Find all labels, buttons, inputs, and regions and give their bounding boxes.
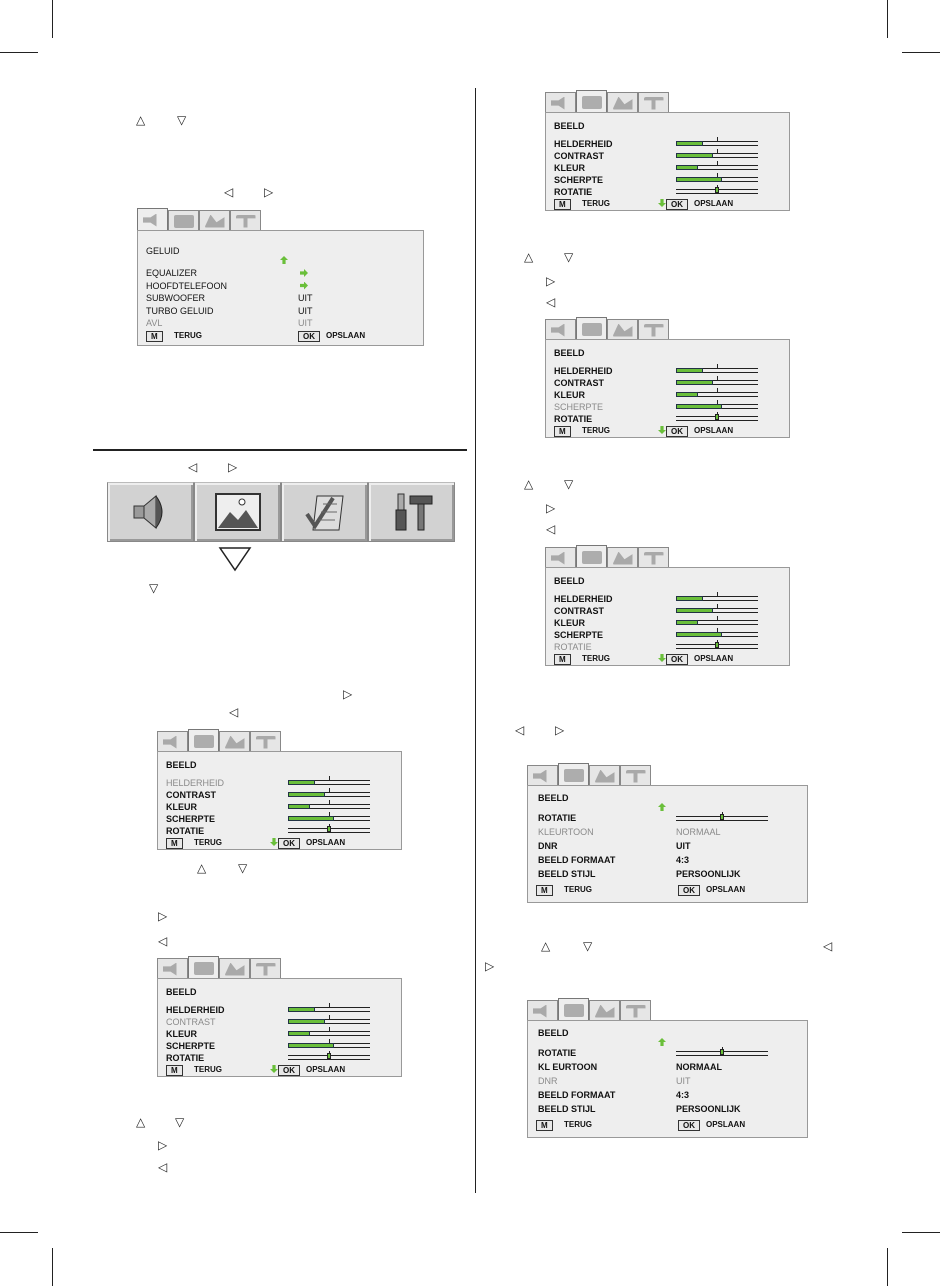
picture-menu-button[interactable]: [194, 482, 281, 542]
ok-key[interactable]: OK: [678, 1120, 700, 1131]
item-beeld_stijl[interactable]: BEELD STIJL: [538, 1104, 596, 1114]
item-rotatie[interactable]: ROTATIE: [554, 187, 593, 197]
ok-key[interactable]: OK: [666, 426, 688, 437]
item-turbo_geluid[interactable]: TURBO GELUID: [146, 305, 214, 316]
scroll-up-icon: [658, 1038, 666, 1046]
value-beeld_formaat[interactable]: 4:3: [676, 855, 690, 865]
down-arrow-icon: ▽: [564, 250, 574, 264]
menu-title: BEELD: [166, 760, 197, 770]
features-menu-button[interactable]: [281, 482, 368, 542]
features-icon: [595, 1005, 615, 1018]
tab-speaker[interactable]: [157, 731, 188, 752]
scroll-up-icon: [658, 803, 666, 811]
beeld-extended-menu: [527, 763, 808, 903]
tools-icon: [386, 490, 438, 534]
scroll-down-icon: [658, 654, 666, 662]
tab-features[interactable]: [589, 1000, 620, 1021]
beeld-menu: [157, 956, 402, 1077]
item-kleurtoon_sp[interactable]: KL EURTOON: [538, 1062, 598, 1072]
speaker-icon: [163, 736, 183, 749]
picture-icon: [582, 96, 602, 109]
tab-features[interactable]: [219, 731, 250, 752]
picture-icon: [174, 215, 194, 228]
tab-tools[interactable]: [620, 765, 651, 786]
tab-picture[interactable]: [558, 998, 589, 1021]
ok-key[interactable]: OK: [278, 838, 300, 849]
level-bar[interactable]: [288, 1043, 370, 1048]
right-arrow-icon: ▷: [264, 185, 274, 199]
down-arrow-icon: ▽: [177, 113, 187, 127]
features-icon: [613, 97, 633, 110]
terug-label: TERUG: [582, 199, 610, 208]
left-arrow-icon: ◁: [229, 705, 239, 719]
item-helderheid[interactable]: HELDERHEID: [554, 366, 613, 376]
tab-tools[interactable]: [638, 547, 669, 568]
level-bar[interactable]: [676, 380, 758, 385]
tools-icon: [644, 97, 664, 110]
item-rotatie[interactable]: ROTATIE: [538, 1048, 577, 1058]
item-scherpte[interactable]: SCHERPTE: [554, 630, 604, 640]
crop-mark: [902, 52, 940, 53]
tools-icon: [626, 1005, 646, 1018]
rotatie-slider-knob[interactable]: [327, 1053, 331, 1059]
left-arrow-icon: ◁: [224, 185, 234, 199]
level-bar[interactable]: [676, 620, 758, 625]
up-arrow-icon: △: [197, 861, 207, 875]
item-contrast[interactable]: CONTRAST: [166, 1017, 216, 1027]
beeld-menu: [545, 90, 790, 211]
item-equalizer[interactable]: EQUALIZER: [146, 268, 198, 278]
menu-panel: [545, 339, 790, 438]
value-avl[interactable]: UIT: [298, 318, 313, 328]
level-bar[interactable]: [288, 816, 370, 821]
item-hoofdtelefoon[interactable]: HOOFDTELEFOON: [146, 280, 228, 291]
left-arrow-icon: ◁: [158, 1160, 168, 1174]
rotatie-slider-knob[interactable]: [720, 814, 724, 820]
menu-key[interactable]: M: [554, 199, 571, 210]
item-contrast[interactable]: CONTRAST: [166, 790, 216, 800]
level-bar[interactable]: [676, 608, 758, 613]
item-contrast[interactable]: CONTRAST: [554, 378, 604, 388]
item-rotatie[interactable]: ROTATIE: [554, 414, 593, 424]
tools-menu-button[interactable]: [368, 482, 455, 542]
picture-icon: [194, 962, 214, 975]
tab-features[interactable]: [607, 547, 638, 568]
crop-mark: [52, 1248, 53, 1286]
item-dnr[interactable]: DNR: [538, 841, 558, 851]
right-arrow-icon: ▷: [343, 687, 353, 701]
opslaan-label: OPSLAAN: [706, 1120, 746, 1129]
right-arrow-icon: ▷: [158, 909, 168, 923]
right-arrow-icon: ▷: [555, 723, 565, 737]
tab-features[interactable]: [199, 210, 230, 231]
rotatie-slider-knob[interactable]: [720, 1049, 724, 1055]
submenu-arrow-icon[interactable]: [300, 282, 308, 290]
level-bar[interactable]: [288, 780, 370, 785]
up-arrow-icon: △: [524, 250, 534, 264]
features-icon: [205, 215, 225, 228]
tab-speaker[interactable]: [545, 92, 576, 113]
tab-picture[interactable]: [188, 956, 219, 979]
level-bar[interactable]: [676, 165, 758, 170]
item-kleur[interactable]: KLEUR: [166, 1029, 197, 1039]
level-bar[interactable]: [676, 416, 758, 421]
terug-label: TERUG: [194, 838, 222, 847]
opslaan-label: OPSLAAN: [306, 838, 346, 847]
level-bar[interactable]: [676, 644, 758, 649]
tab-speaker[interactable]: [527, 1000, 558, 1021]
level-bar[interactable]: [288, 804, 370, 809]
opslaan-label: OPSLAAN: [306, 1065, 346, 1074]
level-bar[interactable]: [288, 1055, 370, 1060]
item-contrast[interactable]: CONTRAST: [554, 151, 604, 161]
item-kleur[interactable]: KLEUR: [554, 618, 585, 628]
value-kleurtoon_sp[interactable]: NORMAAL: [676, 1062, 722, 1072]
menu-key[interactable]: M: [554, 654, 571, 665]
terug-label: TERUG: [194, 1065, 222, 1074]
menu-title: BEELD: [166, 987, 197, 997]
ok-key[interactable]: OK: [678, 885, 700, 896]
menu-title: BEELD: [554, 576, 585, 586]
item-rotatie[interactable]: ROTATIE: [538, 813, 577, 823]
tab-speaker[interactable]: [137, 208, 168, 231]
sound-menu-button[interactable]: [107, 482, 194, 542]
scroll-down-icon: [658, 199, 666, 207]
menu-key[interactable]: M: [554, 426, 571, 437]
crop-mark: [887, 0, 888, 38]
crop-mark: [902, 1232, 940, 1233]
value-turbo_geluid[interactable]: UIT: [298, 305, 313, 316]
item-scherpte[interactable]: SCHERPTE: [166, 1041, 216, 1051]
terug-label: TERUG: [582, 426, 610, 435]
terug-label: TERUG: [564, 1120, 592, 1129]
crop-mark: [52, 0, 53, 38]
tools-icon: [256, 736, 276, 749]
tools-icon: [644, 552, 664, 565]
item-dnr[interactable]: DNR: [538, 1076, 558, 1086]
opslaan-label: OPSLAAN: [706, 885, 746, 894]
menu-title: BEELD: [554, 121, 585, 131]
value-dnr[interactable]: UIT: [676, 841, 691, 851]
opslaan-label: OPSLAAN: [326, 331, 366, 340]
item-helderheid[interactable]: HELDERHEID: [166, 778, 225, 788]
item-scherpte[interactable]: SCHERPTE: [554, 402, 604, 412]
speaker-icon: [551, 324, 571, 337]
speaker-icon: [551, 97, 571, 110]
menu-title: BEELD: [538, 1028, 569, 1038]
features-icon: [299, 490, 351, 534]
beeld-menu: [545, 317, 790, 438]
menu-title: GELUID: [146, 246, 180, 256]
beeld-menu: [157, 729, 402, 850]
left-arrow-icon: ◁: [188, 460, 198, 474]
tools-icon: [626, 770, 646, 783]
tab-features[interactable]: [607, 319, 638, 340]
tab-tools[interactable]: [250, 958, 281, 979]
level-bar[interactable]: [676, 177, 758, 182]
beeld-extended-menu: [527, 998, 808, 1138]
item-beeld_formaat[interactable]: BEELD FORMAAT: [538, 1090, 616, 1100]
item-kleur[interactable]: KLEUR: [554, 390, 585, 400]
speaker-icon: [533, 1005, 553, 1018]
ok-key[interactable]: OK: [666, 199, 688, 210]
picture-icon: [564, 769, 584, 782]
tab-speaker[interactable]: [157, 958, 188, 979]
opslaan-label: OPSLAAN: [694, 654, 734, 663]
picture-icon: [582, 323, 602, 336]
tab-tools[interactable]: [620, 1000, 651, 1021]
menu-panel: [545, 112, 790, 211]
right-arrow-icon: ▷: [228, 460, 238, 474]
terug-label: TERUG: [174, 331, 202, 340]
level-bar[interactable]: [676, 1051, 768, 1056]
menu-panel: [527, 785, 808, 903]
tab-features[interactable]: [607, 92, 638, 113]
menu-key[interactable]: M: [166, 1065, 183, 1076]
tab-features[interactable]: [219, 958, 250, 979]
opslaan-label: OPSLAAN: [694, 199, 734, 208]
menu-panel: [545, 567, 790, 666]
level-bar[interactable]: [676, 368, 758, 373]
value-beeld_formaat[interactable]: 4:3: [676, 1090, 690, 1100]
tab-speaker[interactable]: [527, 765, 558, 786]
features-icon: [225, 963, 245, 976]
speaker-icon: [533, 770, 553, 783]
level-bar[interactable]: [288, 1007, 370, 1012]
tab-tools[interactable]: [638, 319, 669, 340]
item-helderheid[interactable]: HELDERHEID: [554, 594, 613, 604]
level-bar[interactable]: [288, 828, 370, 833]
speaker-icon: [163, 963, 183, 976]
item-kleur[interactable]: KLEUR: [166, 802, 197, 812]
level-bar[interactable]: [676, 141, 758, 146]
crop-mark: [0, 1232, 38, 1233]
right-arrow-icon: ▷: [158, 1138, 168, 1152]
item-beeld_formaat[interactable]: BEELD FORMAAT: [538, 855, 616, 865]
down-arrow-icon: ▽: [175, 1115, 185, 1129]
value-beeld_stijl[interactable]: PERSOONLIJK: [676, 869, 741, 879]
right-arrow-icon: ▷: [485, 959, 495, 973]
submenu-arrow-icon[interactable]: [300, 269, 308, 277]
tab-tools[interactable]: [250, 731, 281, 752]
rotatie-slider-knob[interactable]: [715, 187, 719, 193]
features-icon: [613, 552, 633, 565]
rotatie-slider-knob[interactable]: [715, 414, 719, 420]
menu-panel: [157, 978, 402, 1077]
speaker-icon: [126, 490, 176, 534]
section-rule: [93, 449, 467, 451]
features-icon: [595, 770, 615, 783]
level-bar[interactable]: [288, 1031, 370, 1036]
tools-icon: [644, 324, 664, 337]
item-avl[interactable]: AVL: [146, 318, 163, 328]
level-bar[interactable]: [676, 632, 758, 637]
scroll-down-icon: [270, 1065, 278, 1073]
item-rotatie[interactable]: ROTATIE: [166, 826, 205, 836]
up-arrow-icon: △: [524, 477, 534, 491]
down-pointer-icon: [218, 546, 252, 572]
item-beeld_stijl[interactable]: BEELD STIJL: [538, 869, 596, 879]
level-bar[interactable]: [676, 189, 758, 194]
features-icon: [613, 324, 633, 337]
item-helderheid[interactable]: HELDERHEID: [166, 1005, 225, 1015]
right-arrow-icon: ▷: [546, 274, 556, 288]
up-arrow-icon: △: [136, 1115, 146, 1129]
tab-speaker[interactable]: [545, 319, 576, 340]
level-bar[interactable]: [288, 792, 370, 797]
item-scherpte[interactable]: SCHERPTE: [554, 175, 604, 185]
right-arrow-icon: ▷: [546, 501, 556, 515]
down-arrow-icon: ▽: [149, 581, 159, 595]
up-arrow-icon: △: [541, 939, 551, 953]
ok-key[interactable]: OK: [278, 1065, 300, 1076]
left-arrow-icon: ◁: [158, 934, 168, 948]
item-kleurtoon[interactable]: KLEURTOON: [538, 827, 594, 837]
scroll-up-icon: [280, 256, 288, 264]
tab-speaker[interactable]: [545, 547, 576, 568]
tab-tools[interactable]: [230, 210, 261, 231]
column-divider: [475, 88, 476, 1193]
picture-icon: [212, 490, 264, 534]
down-arrow-icon: ▽: [238, 861, 248, 875]
tab-picture[interactable]: [558, 763, 589, 786]
scroll-down-icon: [270, 838, 278, 846]
menu-key[interactable]: M: [536, 885, 553, 896]
tab-features[interactable]: [589, 765, 620, 786]
left-arrow-icon: ◁: [823, 939, 833, 953]
value-subwoofer[interactable]: UIT: [298, 293, 313, 303]
beeld-menu: [545, 545, 790, 666]
speaker-icon: [143, 214, 163, 227]
menu-panel: [137, 230, 424, 346]
crop-mark: [0, 52, 38, 53]
menu-panel: [527, 1020, 808, 1138]
rotatie-slider-knob[interactable]: [715, 642, 719, 648]
ok-key[interactable]: OK: [298, 331, 320, 342]
opslaan-label: OPSLAAN: [694, 426, 734, 435]
tab-tools[interactable]: [638, 92, 669, 113]
picture-icon: [194, 735, 214, 748]
value-dnr[interactable]: UIT: [676, 1076, 691, 1086]
terug-label: TERUG: [582, 654, 610, 663]
left-arrow-icon: ◁: [546, 522, 556, 536]
menu-key[interactable]: M: [536, 1120, 553, 1131]
value-kleurtoon[interactable]: NORMAAL: [676, 827, 721, 837]
up-arrow-icon: △: [136, 113, 146, 127]
picture-icon: [582, 551, 602, 564]
item-contrast[interactable]: CONTRAST: [554, 606, 604, 616]
features-icon: [225, 736, 245, 749]
item-rotatie[interactable]: ROTATIE: [166, 1053, 205, 1063]
geluid-menu: [137, 208, 424, 346]
level-bar[interactable]: [676, 404, 758, 409]
tab-picture[interactable]: [576, 90, 607, 113]
tab-picture[interactable]: [188, 729, 219, 752]
item-helderheid[interactable]: HELDERHEID: [554, 139, 613, 149]
down-arrow-icon: ▽: [583, 939, 593, 953]
item-scherpte[interactable]: SCHERPTE: [166, 814, 216, 824]
terug-label: TERUG: [564, 885, 592, 894]
level-bar[interactable]: [676, 816, 768, 821]
picture-icon: [564, 1004, 584, 1017]
left-arrow-icon: ◁: [515, 723, 525, 737]
tools-icon: [256, 963, 276, 976]
tools-icon: [236, 215, 256, 228]
menu-panel: [157, 751, 402, 850]
speaker-icon: [551, 552, 571, 565]
level-bar[interactable]: [288, 1019, 370, 1024]
menu-key[interactable]: M: [166, 838, 183, 849]
item-kleur[interactable]: KLEUR: [554, 163, 585, 173]
scroll-down-icon: [658, 426, 666, 434]
level-bar[interactable]: [676, 392, 758, 397]
menu-title: BEELD: [554, 348, 585, 358]
menu-title: BEELD: [538, 793, 569, 803]
ok-key[interactable]: OK: [666, 654, 688, 665]
crop-mark: [887, 1248, 888, 1286]
level-bar[interactable]: [676, 596, 758, 601]
tab-picture[interactable]: [576, 317, 607, 340]
item-rotatie[interactable]: ROTATIE: [554, 642, 592, 652]
menu-key[interactable]: M: [146, 331, 163, 342]
item-subwoofer[interactable]: SUBWOOFER: [146, 293, 206, 303]
level-bar[interactable]: [676, 153, 758, 158]
rotatie-slider-knob[interactable]: [327, 826, 331, 832]
left-arrow-icon: ◁: [546, 295, 556, 309]
value-beeld_stijl[interactable]: PERSOONLIJK: [676, 1104, 741, 1114]
down-arrow-icon: ▽: [564, 477, 574, 491]
tab-picture[interactable]: [576, 545, 607, 568]
tab-picture[interactable]: [168, 210, 199, 231]
